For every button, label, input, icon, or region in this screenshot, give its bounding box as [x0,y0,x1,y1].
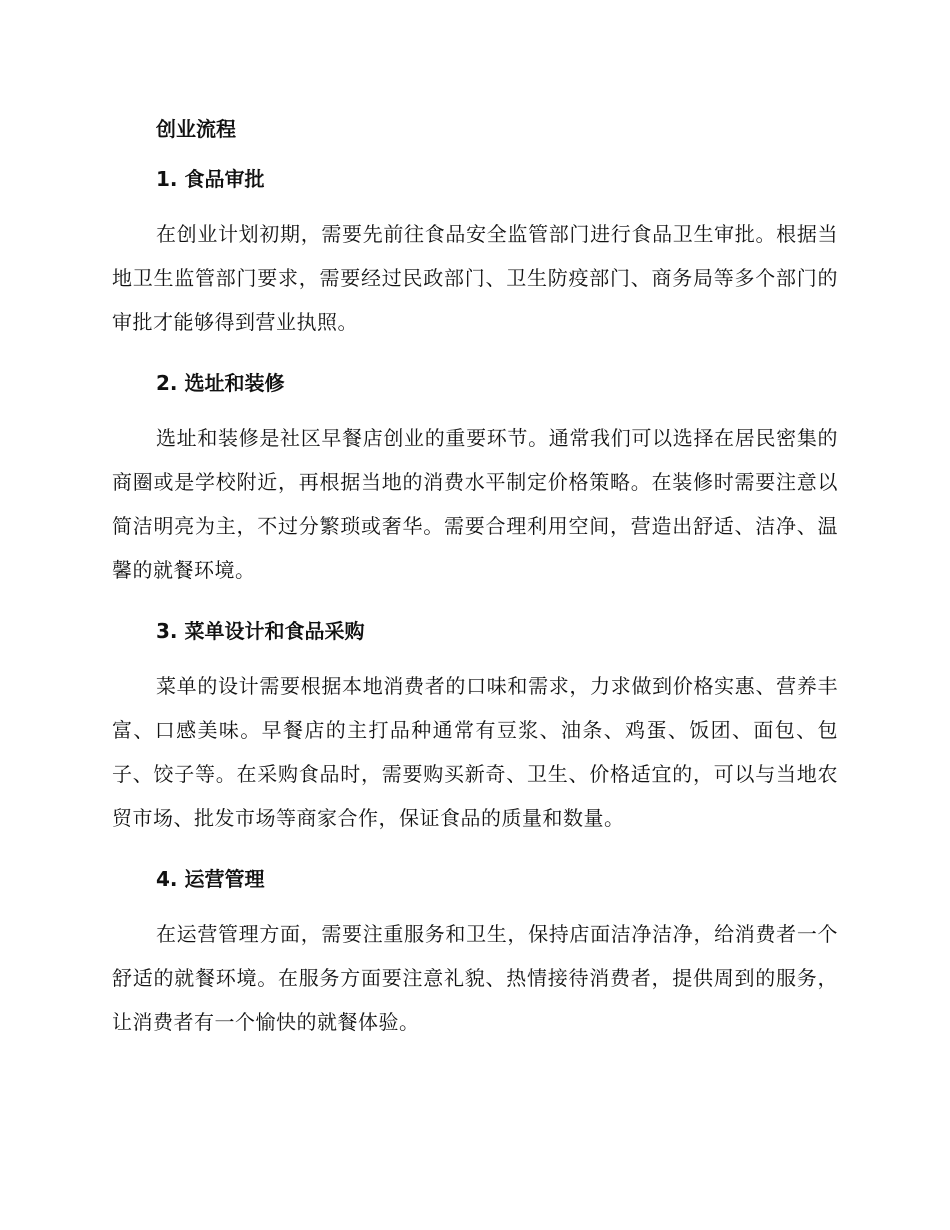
document-title: 创业流程 [156,117,236,141]
section-body-menu-purchasing: 菜单的设计需要根据本地消费者的口味和需求，力求做到价格实惠、营养丰富、口感美味。早餐店的主打品种通常有豆浆、油条、鸡蛋、饭团、面包、包子、饺子等。在采购食品时，需要购买新奇、卫生、价格适宜的，可以与当地农贸市场、批发市场等商家合作，保证食品的质量和数量。 [112,674,838,830]
section-body-location-renovation: 选址和装修是社区早餐店创业的重要环节。通常我们可以选择在居民密集的商圈或是学校附近，再根据当地的消费水平制定价格策略。在装修时需要注意以简洁明亮为主，不过分繁琐或奢华。需要合理利用空间，营造出舒适、洁净、温馨的就餐环境。 [112,426,838,582]
section-body-operations: 在运营管理方面，需要注重服务和卫生，保持店面洁净洁净，给消费者一个舒适的就餐环境。在服务方面要注意礼貌、热情接待消费者，提供周到的服务，让消费者有一个愉快的就餐体验。 [112,922,838,1034]
section-heading-operations: 4. 运营管理 [156,867,265,891]
section-heading-menu-purchasing: 3. 菜单设计和食品采购 [156,619,365,643]
document-content [112,112,838,1044]
section-body-food-approval: 在创业计划初期，需要先前往食品安全监管部门进行食品卫生审批。根据当地卫生监管部门要求，需要经过民政部门、卫生防疫部门、商务局等多个部门的审批才能够得到营业执照。 [112,222,838,334]
section-heading-location-renovation: 2. 选址和装修 [156,371,285,395]
section-heading-food-approval: 1. 食品审批 [156,167,265,191]
